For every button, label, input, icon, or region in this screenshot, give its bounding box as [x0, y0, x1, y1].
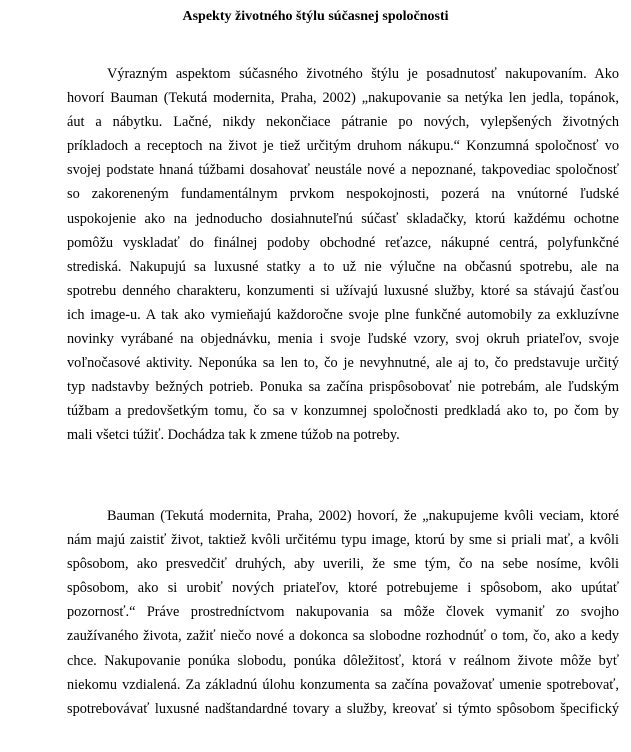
paragraph-1: [67, 62, 619, 448]
text-line: so zakoreneným fundamentálnym prvkom nespokojnosti, pozerá na vnútorné ľudské: [67, 186, 619, 203]
text-line: áut a nábytku. Lačné, nikdy nekončiace pátranie po nových, vylepšených životných: [67, 114, 619, 131]
text-line: Výrazným aspektom súčasného životného štýlu je posadnutosť nakupovaním. Ako: [107, 66, 619, 82]
text-line: spotrebu denného charakteru, konzumenti si užívajú luxusné služby, ktoré sa stávajú časťou: [67, 282, 619, 299]
text-line: novinky vyrábané na objednávku, menia i svoje ľudské vzory, svoj okruh priateľov, svoje: [67, 331, 619, 348]
text-line: voľnočasové aktivity. Neponúka sa len to, čo je nevyhnutné, ale aj to, čo predstavuje určitý: [67, 355, 619, 372]
text-line: mali všetci túžiť. Dochádza tak k zmene túžob na potreby.: [67, 427, 400, 444]
text-line: nám majú zaistiť život, taktiež kvôli určitému typu image, ktorú by sme si priali mať, a kvôli: [67, 532, 619, 549]
text-line: svojej podstate hnaná túžbami dosahovať neustále nové a nepoznané, takpovediac spoločnosť: [67, 162, 619, 179]
text-line: príkladoch a receptoch na život je tiež určitým druhom nákupu.“ Konzumná spoločnosť vo: [67, 138, 619, 155]
text-line: pomôžu vyskladať do finálnej podoby obchodné reťazce, nákupné centrá, polyfunkčné: [67, 234, 619, 251]
text-line: strediská. Nakupujú sa luxusné statky a to už nie výlučne na občasnú spotrebu, ale na: [67, 258, 619, 275]
text-line: uspokojenie ako na jednoducho dosiahnuteľnú súčasť skladačky, ktorú každému ochotne: [67, 210, 619, 227]
paragraph-2: [67, 504, 619, 721]
text-line: spotrebovávať luxusné nadštandardné tovary a služby, kreovať si týmto spôsobom špecifický: [67, 700, 619, 717]
text-line: pozornosť.“ Práve prostredníctvom nakupovania sa môže človek vymaniť zo svojho: [67, 604, 619, 621]
text-line: chce. Nakupovanie ponúka slobodu, ponúka dôležitosť, ktorá v reálnom živote môže byť: [67, 652, 619, 669]
text-line: Bauman (Tekutá modernita, Praha, 2002) hovorí, že „nakupujeme kvôli veciam, ktoré: [107, 508, 619, 524]
text-line: spôsobom, ako presvedčiť druhých, aby uverili, že sme tým, čo na sebe nosíme, kvôli: [67, 556, 619, 573]
document-title: Aspekty životného štýlu súčasnej spoločnosti: [182, 9, 449, 24]
text-line: hovorí Bauman (Tekutá modernita, Praha, 2002) „nakupovanie sa netýka len jedla, topánok,: [67, 90, 619, 107]
text-line: niekomu vzdialená. Za základnú úlohu konzumenta sa začína považovať umenie spotrebovať,: [67, 676, 619, 693]
text-line: spôsobom, ako si urobiť nových priateľov, ktoré potrebujeme i spôsobom, ako upútať: [67, 580, 619, 597]
text-line: typ nadstavby bežných potrieb. Ponuka sa začína prispôsobovať nie potrebám, ale ľudským: [67, 379, 619, 396]
text-line: zaužívaného života, zažiť niečo nové a dokonca sa slobodne rozhodnúť o tom, čo, ako a kedy: [67, 628, 619, 645]
text-line: túžbam a predovšetkým tomu, čo sa v konzumnej spoločnosti predkladá ako to, po čom by: [67, 403, 619, 420]
text-line: ich image-u. A tak ako vymieňajú každoročne svoje plne funkčné automobily za exkluzívne: [67, 306, 619, 323]
